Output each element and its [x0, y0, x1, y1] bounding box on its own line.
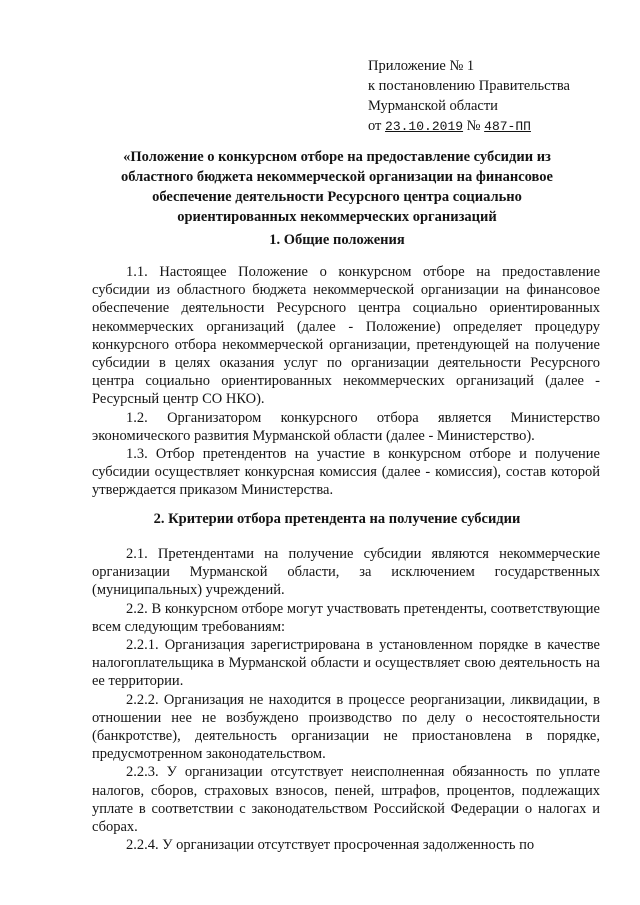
paragraph-2-2-3: 2.2.3. У организации отсутствует неисполненная обязанность по уплате налогов, сборов, страховых взносов, пеней, штрафов, процентов, подлежащих уплате в соответствии с законодательством Российской Федерации о налогах и сборах. [92, 764, 600, 836]
paragraph-2-2-2: 2.2.2. Организация не находится в процессе реорганизации, ликвидации, в отношении нее не возбуждено производство по делу о несостоятельности (банкротстве), деятельность организации не приостановлена в порядке, предусмотренном законодательством. [92, 691, 600, 763]
paragraph-2-1: 2.1. Претендентами на получение субсидии являются некоммерческие организации Мурманской области, за исключением государственных (муниципальных) учреждений. [92, 546, 600, 599]
appendix-line-1: Приложение № 1 [368, 58, 475, 74]
section-1-body [92, 263, 600, 500]
date-prefix: от [368, 118, 382, 134]
appendix-date-line [368, 116, 618, 137]
section-1-heading: 1. Общие положения [269, 232, 405, 248]
resolution-date: 23.10.2019 [385, 119, 464, 134]
paragraph-1-1: 1.1. Настоящее Положение о конкурсном отборе на предоставление субсидии из областного бюджета некоммерческой организации на финансовое обеспечение деятельности Ресурсного центра социально ориентированных некоммерческих организаций (далее - Положение) определяет процедуру конкурсного отбора некоммерческой организации, претендующей на получение субсидии в целях оказания услуг по организации деятельности Ресурсного центра социально ориентированных некоммерческих организаций (далее - Ресурсный центр СО НКО). [92, 264, 600, 408]
paragraph-2-2: 2.2. В конкурсном отборе могут участвовать претенденты, соответствующие всем следующим требованиям: [92, 600, 600, 635]
paragraph-2-2-4: 2.2.4. У организации отсутствует просроченная задолженность по [126, 837, 535, 854]
document-title: «Положение о конкурсном отборе на предоставление субсидии из областного бюджета некоммерческой организации на финансовое обеспечение деятельности Ресурсного центра социально ориентированных некоммерческих организаций [121, 149, 553, 225]
appendix-block [368, 56, 618, 137]
number-prefix: № [466, 118, 481, 134]
section-2-heading: 2. Критерии отбора претендента на получение субсидии [153, 511, 521, 527]
paragraph-1-3: 1.3. Отбор претендентов на участие в конкурсном отборе и получение субсидии осуществляет конкурсная комиссия (далее - комиссия), состав которой утверждается приказом Министерства. [92, 446, 600, 499]
paragraph-1-2: 1.2. Организатором конкурсного отбора является Министерство экономического развития Мурманской области (далее - Министерство). [92, 409, 600, 444]
paragraph-2-2-1: 2.2.1. Организация зарегистрирована в установленном порядке в качестве налогоплательщика в Мурманской области и осуществляет свою деятельность на ее территории. [92, 637, 600, 690]
appendix-line-2: к постановлению Правительства [368, 78, 570, 94]
appendix-line-3: Мурманской области [368, 98, 498, 114]
section-2-body [92, 545, 600, 854]
resolution-number: 487-ПП [484, 119, 531, 134]
